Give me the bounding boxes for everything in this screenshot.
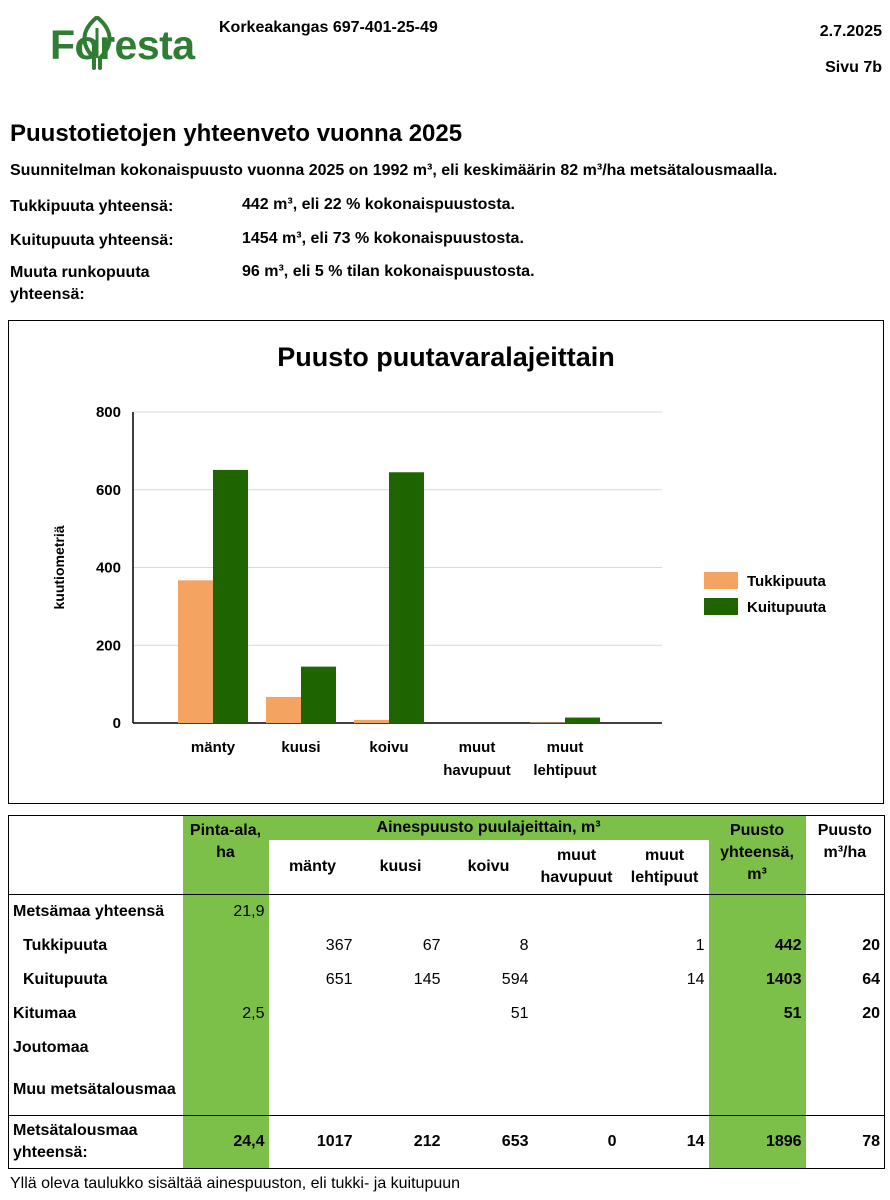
y-tick-label: 600 bbox=[95, 481, 121, 499]
x-tick-label: lehtipuut bbox=[533, 762, 597, 779]
row-label: Kuitupuuta bbox=[23, 971, 108, 988]
header-total: Puusto yhteensä, m³ bbox=[709, 816, 806, 895]
species-cell bbox=[533, 929, 621, 963]
total-cell bbox=[709, 1031, 806, 1065]
report-date: 2.7.2025 bbox=[819, 23, 882, 40]
summary-value-muut: 96 m³, eli 5 % tilan kokonaispuustosta. bbox=[242, 263, 535, 280]
header-species: mänty bbox=[288, 858, 337, 875]
total-cell bbox=[709, 895, 806, 930]
row-label: Tukkipuuta bbox=[23, 937, 108, 954]
page-number: Sivu 7b bbox=[825, 59, 882, 76]
per-ha-cell: 20 bbox=[862, 1005, 881, 1022]
header-species: muut lehtipuut bbox=[630, 847, 699, 886]
area-cell bbox=[183, 929, 269, 963]
summary-value-tukki: 442 m³, eli 22 % kokonaispuustosta. bbox=[242, 196, 515, 213]
species-cell: 212 bbox=[357, 1116, 445, 1169]
y-axis-label: kuutiometriä bbox=[51, 525, 67, 610]
total-cell: 1403 bbox=[709, 963, 806, 997]
species-cell bbox=[621, 1031, 709, 1065]
species-cell bbox=[357, 895, 445, 930]
summary-label-muut: Muuta runkopuuta yhteensä: bbox=[10, 264, 150, 303]
table-row bbox=[9, 895, 885, 930]
table-row bbox=[9, 963, 885, 997]
summary-value-kuitu: 1454 m³, eli 73 % kokonaispuustosta. bbox=[242, 230, 524, 247]
species-cell: 145 bbox=[413, 971, 441, 988]
per-ha-cell bbox=[806, 895, 885, 930]
header-area: Pinta-ala, ha bbox=[183, 816, 269, 895]
bar-kuitupuuta bbox=[565, 718, 600, 723]
x-tick-label: havupuut bbox=[443, 762, 511, 779]
species-cell bbox=[445, 1065, 533, 1116]
total-cell: 51 bbox=[709, 997, 806, 1031]
summary-label-kuitu: Kuitupuuta yhteensä: bbox=[10, 232, 174, 249]
x-tick-label: muut bbox=[458, 739, 496, 756]
legend-label: Tukkipuuta bbox=[747, 573, 826, 590]
x-tick-label: koivu bbox=[369, 739, 409, 756]
per-ha-cell: 64 bbox=[862, 971, 881, 988]
species-cell bbox=[269, 997, 357, 1031]
area-cell: 24,4 bbox=[183, 1116, 269, 1169]
species-cell bbox=[269, 1031, 357, 1065]
bar-tukkipuuta bbox=[354, 720, 389, 723]
per-ha-cell: 20 bbox=[862, 937, 881, 954]
header-species: muut havupuut bbox=[540, 847, 613, 886]
area-cell: 2,5 bbox=[183, 997, 269, 1031]
table-row bbox=[9, 1031, 885, 1065]
y-tick-label: 400 bbox=[95, 559, 121, 577]
row-label: Joutomaa bbox=[13, 1039, 89, 1056]
header-species: koivu bbox=[467, 858, 510, 875]
header-per-ha: Puusto m³/ha bbox=[817, 822, 872, 861]
species-cell: 67 bbox=[422, 937, 441, 954]
species-cell bbox=[357, 1031, 445, 1065]
y-tick-label: 0 bbox=[112, 715, 121, 732]
species-cell bbox=[357, 1065, 445, 1116]
bar-kuitupuuta bbox=[389, 472, 424, 723]
y-tick-label: 200 bbox=[95, 637, 121, 655]
row-label: Metsämaa yhteensä bbox=[9, 895, 183, 930]
species-cell: 1 bbox=[695, 937, 705, 954]
row-label: Kitumaa bbox=[13, 1005, 77, 1022]
species-cell: 8 bbox=[519, 937, 529, 954]
summary-label-tukki: Tukkipuuta yhteensä: bbox=[10, 198, 174, 215]
y-tick-label: 800 bbox=[95, 404, 121, 421]
volume-table bbox=[8, 815, 884, 1170]
bar-kuitupuuta bbox=[301, 667, 336, 723]
species-cell bbox=[621, 895, 709, 930]
row-label: Muu metsätalousmaa bbox=[13, 1081, 176, 1098]
species-cell bbox=[621, 1065, 709, 1116]
legend-swatch bbox=[704, 598, 738, 615]
legend-label: Kuitupuuta bbox=[747, 599, 827, 616]
brand-name: Foresta bbox=[50, 22, 195, 68]
x-tick-label: kuusi bbox=[281, 739, 321, 756]
species-cell: 14 bbox=[686, 971, 705, 988]
total-cell: 1896 bbox=[709, 1116, 806, 1169]
species-cell bbox=[269, 895, 357, 930]
species-cell: 0 bbox=[533, 1116, 621, 1169]
header-blank bbox=[9, 816, 183, 895]
species-cell: 1017 bbox=[269, 1116, 357, 1169]
species-cell: 651 bbox=[325, 971, 353, 988]
area-cell bbox=[183, 1031, 269, 1065]
species-cell: 51 bbox=[510, 1005, 529, 1022]
total-cell: 442 bbox=[709, 929, 806, 963]
chart-title: Puusto puutavaralajeittain bbox=[277, 342, 615, 372]
species-cell bbox=[533, 1031, 621, 1065]
species-cell: 14 bbox=[621, 1116, 709, 1169]
table-footer-row bbox=[9, 1116, 885, 1169]
chart-panel bbox=[8, 320, 884, 804]
area-cell: 21,9 bbox=[183, 895, 269, 930]
species-cell bbox=[357, 997, 445, 1031]
bar-tukkipuuta bbox=[178, 580, 213, 723]
table-row bbox=[9, 929, 885, 963]
bar-kuitupuuta bbox=[213, 470, 248, 723]
per-ha-cell bbox=[806, 1031, 885, 1065]
species-cell bbox=[533, 1065, 621, 1116]
species-cell: 367 bbox=[325, 937, 353, 954]
summary-title: Puustotietojen yhteenveto vuonna 2025 bbox=[10, 120, 463, 147]
bar-chart bbox=[9, 321, 883, 803]
summary-intro: Suunnitelman kokonaispuusto vuonna 2025 on 1992 m³, eli keskimäärin 82 m³/ha metsätalousmaalla. bbox=[10, 162, 778, 179]
species-cell bbox=[533, 963, 621, 997]
bar-tukkipuuta bbox=[266, 697, 301, 723]
header-species: kuusi bbox=[379, 858, 422, 875]
species-cell: 653 bbox=[445, 1116, 533, 1169]
per-ha-cell: 78 bbox=[806, 1116, 885, 1169]
total-cell bbox=[709, 1065, 806, 1116]
species-cell bbox=[445, 1031, 533, 1065]
property-id: Korkeakangas 697-401-25-49 bbox=[219, 19, 438, 36]
area-cell bbox=[183, 1065, 269, 1116]
header-species-group: Ainespuusto puulajeittain, m³ bbox=[269, 816, 709, 841]
x-tick-label: muut bbox=[546, 739, 584, 756]
species-cell bbox=[533, 895, 621, 930]
species-cell bbox=[445, 895, 533, 930]
table-footnote: Yllä oleva taulukko sisältää ainespuuston, eli tukki- ja kuitupuun bbox=[10, 1175, 461, 1192]
table-row bbox=[9, 997, 885, 1031]
per-ha-cell bbox=[806, 1065, 885, 1116]
species-cell bbox=[269, 1065, 357, 1116]
species-cell bbox=[621, 997, 709, 1031]
x-tick-label: mänty bbox=[190, 739, 236, 756]
row-label: Metsätalousmaa yhteensä: bbox=[9, 1116, 183, 1169]
table-row bbox=[9, 1065, 885, 1116]
legend-swatch bbox=[704, 572, 738, 589]
area-cell bbox=[183, 963, 269, 997]
species-cell: 594 bbox=[501, 971, 529, 988]
species-cell bbox=[533, 997, 621, 1031]
